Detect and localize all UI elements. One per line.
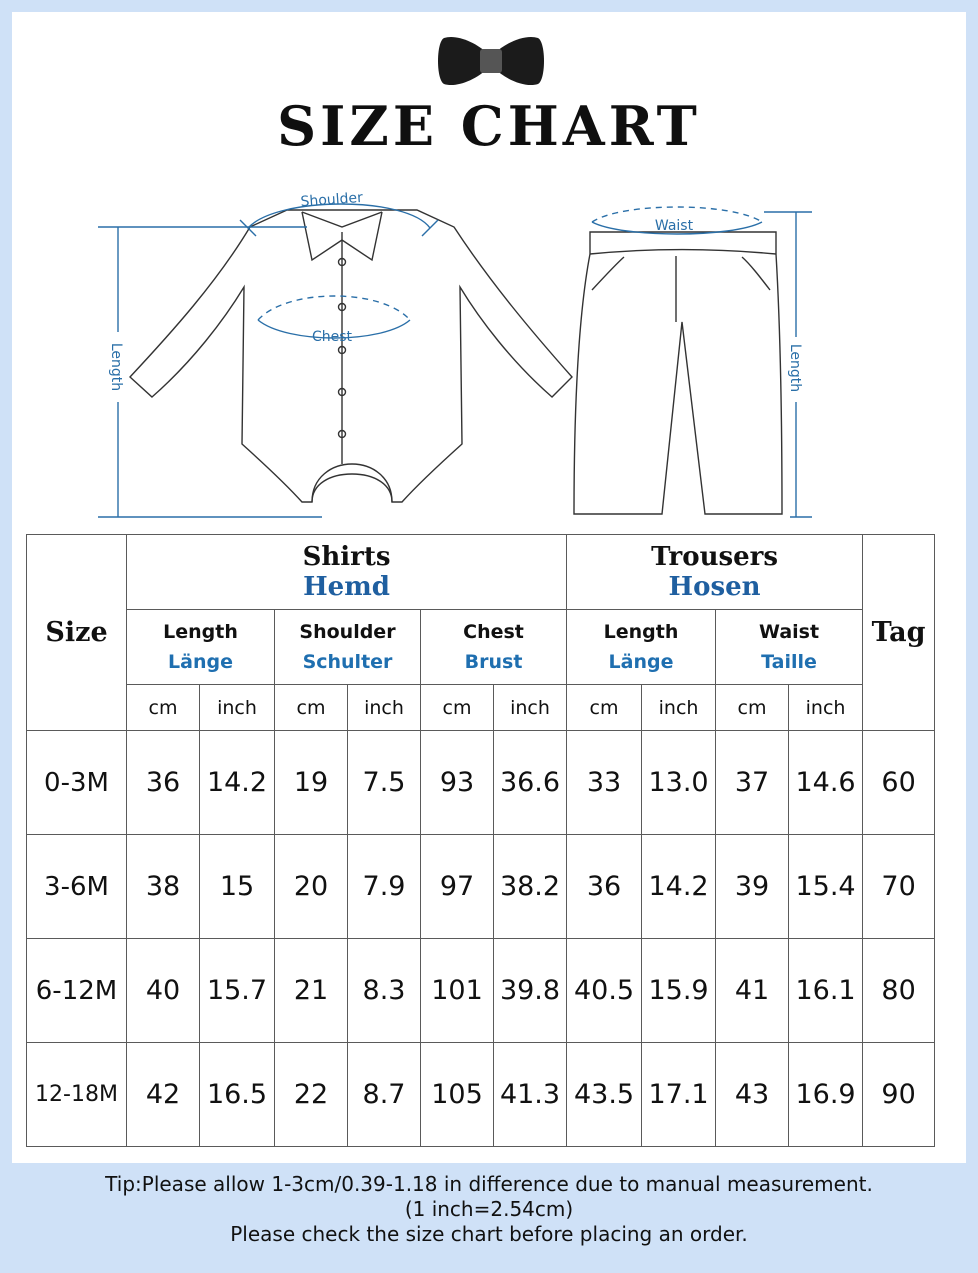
subheader-de: Brust — [464, 651, 523, 673]
unit-cell: inch — [200, 685, 275, 731]
value-cell: 22 — [275, 1043, 348, 1147]
value-cell: 37 — [716, 731, 789, 835]
value-cell: 40.5 — [567, 939, 642, 1043]
table-row — [27, 1043, 935, 1147]
group-en: Shirts — [302, 542, 391, 572]
subheader-chest — [421, 610, 567, 685]
group-header-shirts — [127, 535, 567, 610]
value-cell: 39.8 — [494, 939, 567, 1043]
unit-cell: cm — [567, 685, 642, 731]
size-cell: 3-6M — [27, 835, 127, 939]
group-de: Hemd — [303, 572, 390, 602]
unit-cell: cm — [421, 685, 494, 731]
value-cell: 36.6 — [494, 731, 567, 835]
value-cell: 14.2 — [642, 835, 716, 939]
group-de: Hosen — [668, 572, 761, 602]
size-cell: 0-3M — [27, 731, 127, 835]
value-cell: 7.9 — [348, 835, 421, 939]
value-cell: 16.9 — [789, 1043, 863, 1147]
subheader-waist — [716, 610, 863, 685]
subheader-en: Waist — [759, 621, 820, 643]
footer-reminder: Please check the size chart before placing an order. — [230, 1222, 748, 1246]
table-row — [27, 731, 935, 835]
subheader-shoulder — [275, 610, 421, 685]
size-chart-panel — [12, 12, 966, 1163]
value-cell: 21 — [275, 939, 348, 1043]
value-cell: 105 — [421, 1043, 494, 1147]
value-cell: 43 — [716, 1043, 789, 1147]
size-header: Size — [27, 535, 127, 731]
value-cell: 13.0 — [642, 731, 716, 835]
value-cell: 15.4 — [789, 835, 863, 939]
page-title: SIZE CHART — [277, 94, 701, 158]
subheader-trousers-length — [567, 610, 716, 685]
value-cell: 14.2 — [200, 731, 275, 835]
value-cell: 93 — [421, 731, 494, 835]
subheader-de: Schulter — [302, 651, 393, 673]
value-cell: 19 — [275, 731, 348, 835]
bodysuit-outline — [130, 210, 572, 502]
value-cell: 33 — [567, 731, 642, 835]
subheader-de: Länge — [608, 651, 674, 673]
group-header-trousers — [567, 535, 863, 610]
tag-header: Tag — [863, 535, 935, 731]
value-cell: 40 — [127, 939, 200, 1043]
unit-cell: cm — [127, 685, 200, 731]
bowtie-icon — [436, 32, 546, 90]
value-cell: 41.3 — [494, 1043, 567, 1147]
value-cell: 15.7 — [200, 939, 275, 1043]
value-cell: 39 — [716, 835, 789, 939]
value-cell: 43.5 — [567, 1043, 642, 1147]
unit-cell: inch — [789, 685, 863, 731]
group-en: Trousers — [651, 542, 779, 572]
garment-illustration — [12, 172, 966, 532]
value-cell: 16.1 — [789, 939, 863, 1043]
subheader-en: Length — [163, 621, 238, 643]
trousers-outline — [574, 232, 782, 514]
unit-cell: cm — [275, 685, 348, 731]
unit-cell: cm — [716, 685, 789, 731]
tag-cell: 80 — [863, 939, 935, 1043]
value-cell: 8.7 — [348, 1043, 421, 1147]
unit-cell: inch — [642, 685, 716, 731]
footer-conversion: (1 inch=2.54cm) — [404, 1197, 574, 1221]
value-cell: 41 — [716, 939, 789, 1043]
tag-cell: 60 — [863, 731, 935, 835]
size-table — [26, 534, 935, 1147]
value-cell: 42 — [127, 1043, 200, 1147]
value-cell: 20 — [275, 835, 348, 939]
subheader-en: Length — [603, 621, 679, 643]
chest-label: Chest — [311, 329, 353, 345]
value-cell: 38 — [127, 835, 200, 939]
subheader-en: Chest — [463, 621, 524, 643]
value-cell: 16.5 — [200, 1043, 275, 1147]
footer-note — [0, 1172, 978, 1247]
value-cell: 36 — [127, 731, 200, 835]
shirt-length-label: Length — [108, 342, 124, 392]
value-cell: 14.6 — [789, 731, 863, 835]
size-cell: 6-12M — [27, 939, 127, 1043]
value-cell: 8.3 — [348, 939, 421, 1043]
waist-label: Waist — [654, 218, 694, 234]
footer-tip: Tip:Please allow 1-3cm/0.39-1.18 in difference due to manual measurement. — [105, 1172, 873, 1196]
tag-cell: 70 — [863, 835, 935, 939]
trousers-length-label: Length — [787, 343, 803, 393]
value-cell: 101 — [421, 939, 494, 1043]
tag-cell: 90 — [863, 1043, 935, 1147]
subheader-de: Taille — [761, 651, 817, 673]
table-row — [27, 939, 935, 1043]
unit-cell: inch — [348, 685, 421, 731]
size-cell: 12-18M — [27, 1043, 127, 1147]
shoulder-label: Shoulder — [300, 189, 364, 211]
value-cell: 36 — [567, 835, 642, 939]
value-cell: 15.9 — [642, 939, 716, 1043]
subheader-shirt-length — [127, 610, 275, 685]
subheader-en: Shoulder — [299, 621, 396, 643]
table-row — [27, 835, 935, 939]
unit-cell: inch — [494, 685, 567, 731]
value-cell: 7.5 — [348, 731, 421, 835]
value-cell: 97 — [421, 835, 494, 939]
value-cell: 38.2 — [494, 835, 567, 939]
value-cell: 17.1 — [642, 1043, 716, 1147]
value-cell: 15 — [200, 835, 275, 939]
subheader-de: Länge — [168, 651, 233, 673]
